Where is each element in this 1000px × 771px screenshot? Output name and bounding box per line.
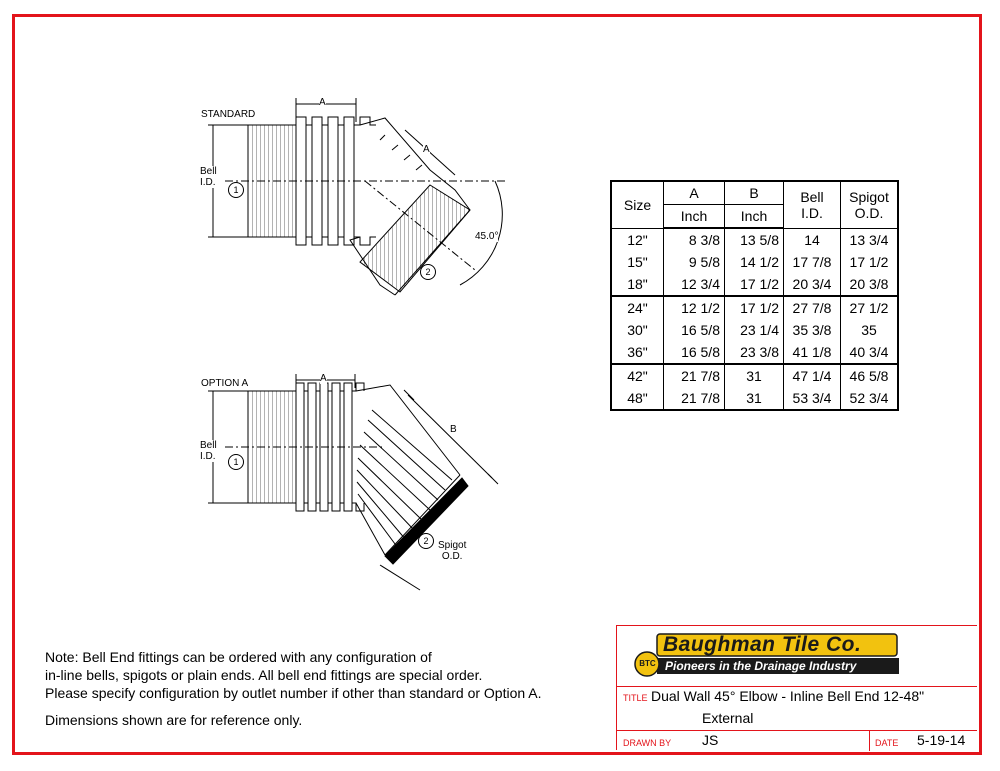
cell-a: 16 5/8 [664, 319, 725, 341]
cell-spigot: 17 1/2 [841, 251, 899, 273]
cell-b: 14 1/2 [725, 251, 784, 273]
option-a-dim-a-label: A [320, 373, 327, 384]
cell-bell: 35 3/8 [784, 319, 841, 341]
spigot-label-line2: O.D. [441, 551, 463, 562]
cell-size: 30" [611, 319, 664, 341]
cell-size: 24" [611, 296, 664, 319]
cell-b: 13 5/8 [725, 228, 784, 251]
cell-spigot: 46 5/8 [841, 364, 899, 387]
header-bell-line2: I.D. [801, 204, 823, 221]
cell-bell: 20 3/4 [784, 273, 841, 296]
cell-bell: 14 [784, 228, 841, 251]
option-a-dim-b-label: B [450, 424, 457, 435]
cell-size: 36" [611, 341, 664, 364]
cell-size: 15" [611, 251, 664, 273]
cell-bell: 17 7/8 [784, 251, 841, 273]
bell-label-line2: I.D. [200, 451, 216, 462]
cell-a: 12 1/2 [664, 296, 725, 319]
company-logo [617, 626, 977, 686]
cell-spigot: 52 3/4 [841, 387, 899, 410]
reference-note: Dimensions shown are for reference only. [45, 712, 303, 728]
option-a-view-title: OPTION A [201, 378, 249, 389]
cell-spigot: 13 3/4 [841, 228, 899, 251]
bell-label-line2: I.D. [200, 177, 216, 188]
logo-tagline: Pioneers in the Drainage Industry [665, 659, 857, 673]
cell-spigot: 27 1/2 [841, 296, 899, 319]
cell-bell: 47 1/4 [784, 364, 841, 387]
header-bell-id [784, 181, 841, 228]
spigot-label-line1: Spigot [438, 540, 467, 551]
cell-a: 21 7/8 [664, 387, 725, 410]
cell-b: 23 3/8 [725, 341, 784, 364]
cell-a: 9 5/8 [664, 251, 725, 273]
outlet-2-marker: 2 [420, 264, 436, 280]
outlet-1-marker: 1 [228, 182, 244, 198]
standard-view-title: STANDARD [201, 109, 256, 120]
note-line: in-line bells, spigots or plain ends. All bell end fittings are special order. [45, 667, 483, 683]
header-spigot-line1: Spigot [849, 188, 889, 205]
header-a: A [664, 181, 725, 205]
title-tag: TITLE [623, 693, 648, 703]
cell-spigot: 20 3/8 [841, 273, 899, 296]
note-line: Please specify configuration by outlet number if other than standard or Option A. [45, 685, 542, 701]
date-value: 5-19-14 [917, 732, 966, 748]
logo-badge: BTC [639, 659, 656, 668]
title-row [617, 686, 977, 731]
title-block-divider [869, 731, 870, 751]
cell-b: 31 [725, 387, 784, 410]
date-tag: DATE [875, 738, 899, 748]
drawing-subtitle: External [702, 710, 754, 726]
cell-a: 21 7/8 [664, 364, 725, 387]
cell-spigot: 35 [841, 319, 899, 341]
cell-b: 17 1/2 [725, 296, 784, 319]
cell-a: 12 3/4 [664, 273, 725, 296]
cell-size: 48" [611, 387, 664, 410]
header-size: Size [611, 181, 664, 228]
option-a-spigot-label [438, 540, 466, 562]
cell-b: 31 [725, 364, 784, 387]
header-b-unit: Inch [725, 205, 784, 229]
dimension-table [610, 180, 899, 411]
header-spigot-od [841, 181, 899, 228]
bell-label-line1: Bell [200, 440, 217, 451]
cell-bell: 27 7/8 [784, 296, 841, 319]
cell-bell: 41 1/8 [784, 341, 841, 364]
standard-elbow [208, 98, 505, 295]
cell-size: 42" [611, 364, 664, 387]
cell-a: 16 5/8 [664, 341, 725, 364]
cell-bell: 53 3/4 [784, 387, 841, 410]
cell-size: 12" [611, 228, 664, 251]
note-line: Note: Bell End fittings can be ordered with any configuration of [45, 649, 432, 665]
drawn-by-row [617, 730, 977, 751]
drawn-by-value: JS [702, 732, 719, 748]
standard-bell-id-label [200, 166, 217, 188]
outlet-2-marker: 2 [418, 533, 434, 549]
header-spigot-line2: O.D. [854, 204, 884, 221]
drawn-by-tag: DRAWN BY [623, 738, 672, 748]
option-a-bell-id-label [200, 440, 217, 462]
title-block [616, 625, 977, 750]
cell-b: 17 1/2 [725, 273, 784, 296]
standard-dim-a-label: A [319, 97, 326, 108]
notes [45, 648, 542, 702]
header-bell-line1: Bell [800, 188, 824, 205]
outlet-1-marker: 1 [228, 454, 244, 470]
cell-a: 8 3/8 [664, 228, 725, 251]
standard-angle-label: 45.0° [475, 231, 499, 242]
logo-text: Baughman Tile Co. [663, 633, 862, 656]
cell-b: 23 1/4 [725, 319, 784, 341]
drawing-title: Dual Wall 45° Elbow - Inline Bell End 12-48" [651, 688, 925, 704]
header-b: B [725, 181, 784, 205]
header-a-unit: Inch [664, 205, 725, 229]
cell-size: 18" [611, 273, 664, 296]
bell-label-line1: Bell [200, 166, 217, 177]
standard-dim-a2-label: A [423, 144, 430, 155]
cell-spigot: 40 3/4 [841, 341, 899, 364]
